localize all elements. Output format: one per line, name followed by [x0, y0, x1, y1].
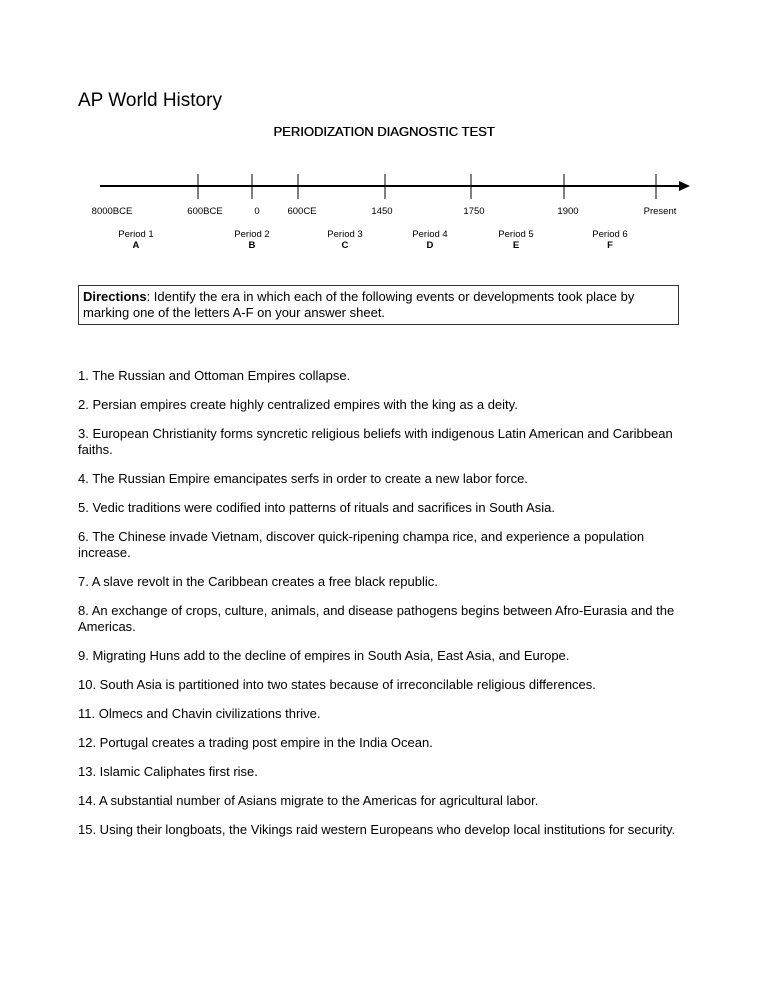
timeline-year-label: 8000BCE: [91, 206, 133, 217]
question-item: 15. Using their longboats, the Vikings raid western Europeans who develop local institutions for security.: [78, 822, 676, 837]
period-name: Period 3: [327, 229, 363, 240]
question-item: 10. South Asia is partitioned into two states because of irreconcilable religious differences.: [78, 677, 596, 692]
directions-text: : Identify the era in which each of the following events or developments took place by marking one of the letters A-F on your answer sheet.: [83, 289, 635, 320]
question-item: 3. European Christianity forms syncretic religious beliefs with indigenous Latin American and Caribbean faiths.: [78, 426, 673, 457]
timeline-year-label: 0: [254, 206, 260, 217]
question-item: 4. The Russian Empire emancipates serfs in order to create a new labor force.: [78, 471, 528, 486]
question-item: 11. Olmecs and Chavin civilizations thrive.: [78, 706, 321, 721]
question-item: 1. The Russian and Ottoman Empires collapse.: [78, 368, 351, 383]
period-letter: A: [132, 240, 140, 251]
timeline-period: [118, 229, 153, 251]
timeline-year-label: 600CE: [287, 206, 317, 217]
period-letter: E: [512, 240, 520, 251]
timeline-year-label: 1900: [557, 206, 579, 217]
period-letter: D: [426, 240, 434, 251]
course-title: AP World History: [78, 90, 222, 111]
timeline-period: [592, 229, 627, 251]
period-letter: F: [607, 240, 613, 251]
question-item: 13. Islamic Caliphates first rise.: [78, 764, 258, 779]
timeline-year-label: 1750: [463, 206, 485, 217]
timeline-arrowhead: [679, 181, 690, 191]
period-name: Period 4: [412, 229, 448, 240]
question-item: 7. A slave revolt in the Caribbean creates a free black republic.: [78, 574, 438, 589]
period-letter: C: [341, 240, 349, 251]
timeline-year-label: 600BCE: [187, 206, 223, 217]
question-item: 2. Persian empires create highly centralized empires with the king as a deity.: [78, 397, 518, 412]
period-letter: B: [248, 240, 256, 251]
test-title: PERIODIZATION DIAGNOSTIC TEST: [273, 124, 495, 139]
question-item: 6. The Chinese invade Vietnam, discover quick-ripening champa rice, and experience a population increase.: [78, 529, 645, 560]
question-item: 12. Portugal creates a trading post empire in the India Ocean.: [78, 735, 433, 750]
timeline-period: [327, 229, 362, 251]
timeline-year-label: 1450: [371, 206, 393, 217]
period-name: Period 5: [498, 229, 534, 240]
period-name: Period 2: [234, 229, 270, 240]
question-item: 9. Migrating Huns add to the decline of empires in South Asia, East Asia, and Europe.: [78, 648, 570, 663]
question-item: 5. Vedic traditions were codified into patterns of rituals and sacrifices in South Asia.: [78, 500, 555, 515]
directions-box: [78, 285, 679, 325]
timeline-year-label: Present: [643, 206, 677, 217]
timeline-period: [498, 229, 533, 251]
question-item: 8. An exchange of crops, culture, animals, and disease pathogens begins between Afro-Eurasia and the Americas.: [78, 603, 675, 634]
directions-heading: Directions: [83, 289, 147, 304]
timeline-period: [412, 229, 447, 251]
period-name: Period 1: [118, 229, 154, 240]
timeline-period: [234, 229, 269, 251]
question-item: 14. A substantial number of Asians migrate to the Americas for agricultural labor.: [78, 793, 539, 808]
timeline: [0, 0, 768, 200]
period-name: Period 6: [592, 229, 628, 240]
